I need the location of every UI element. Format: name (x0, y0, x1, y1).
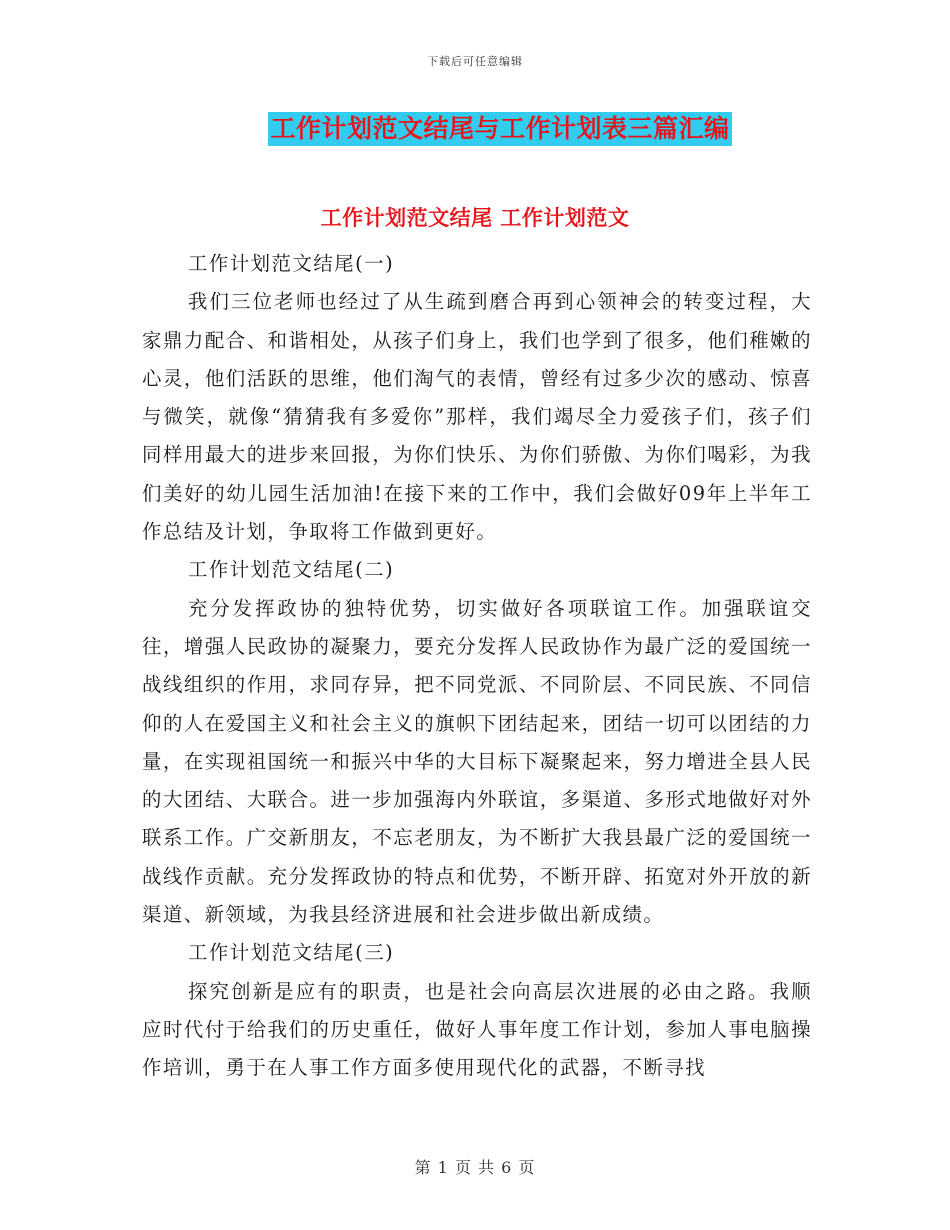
section-heading-1: 工作计划范文结尾(一) (188, 252, 395, 275)
section-heading-3: 工作计划范文结尾(三) (188, 941, 395, 965)
document-title: 工作计划范文结尾与工作计划表三篇汇编 (268, 112, 731, 146)
document-body (142, 245, 812, 1088)
section-paragraph-3: 探究创新是应有的职责，也是社会向高层次进展的必由之路。我顺应时代付于给我们的历史重任，做好人事年度工作计划，参加人事电脑操作培训，勇于在人事工作方面多使用现代化的武器，不断寻找 (142, 979, 812, 1080)
page-header: 下载后可任意编辑 (427, 55, 523, 68)
section-heading-2: 工作计划范文结尾(二) (188, 558, 395, 582)
section-paragraph-2: 充分发挥政协的独特优势，切实做好各项联谊工作。加强联谊交往，增强人民政协的凝聚力，要充分发挥人民政协作为最广泛的爱国统一战线组织的作用，求同存异，把不同党派、不同阶层、不同民族、不同信仰的人在爱国主义和社会主义的旗帜下团结起来，团结一切可以团结的力量，在实现祖国统一和振兴中华的大目标下凝聚起来，努力增进全县人民的大团结、大联合。进一步加强海内外联谊，多渠道、多形式地做好对外联系工作。广交新朋友，不忘老朋友，为不断扩大我县最广泛的爱国统一战线作贡献。充分发挥政协的特点和优势，不断开辟、拓宽对外开放的新渠道、新领域，为我县经济进展和社会进步做出新成绩。 (142, 596, 812, 927)
section-paragraph-1: 我们三位老师也经过了从生疏到磨合再到心领神会的转变过程，大家鼎力配合、和谐相处，从孩子们身上，我们也学到了很多，他们稚嫩的心灵，他们活跃的思维，他们淘气的表情，曾经有过多少次的感动、惊喜与微笑，就像“猜猜我有多爱你”那样，我们竭尽全力爱孩子们，孩子们同样用最大的进步来回报，为你们快乐、为你们骄傲、为你们喝彩，为我们美好的幼儿园生活加油!在接下来的工作中，我们会做好09年上半年工作总结及计划，争取将工作做到更好。 (142, 290, 812, 544)
document-subtitle: 工作计划范文结尾 工作计划范文 (320, 205, 630, 230)
page-number-footer: 第 1 页 共 6 页 (414, 1158, 536, 1177)
title-container (0, 112, 950, 146)
